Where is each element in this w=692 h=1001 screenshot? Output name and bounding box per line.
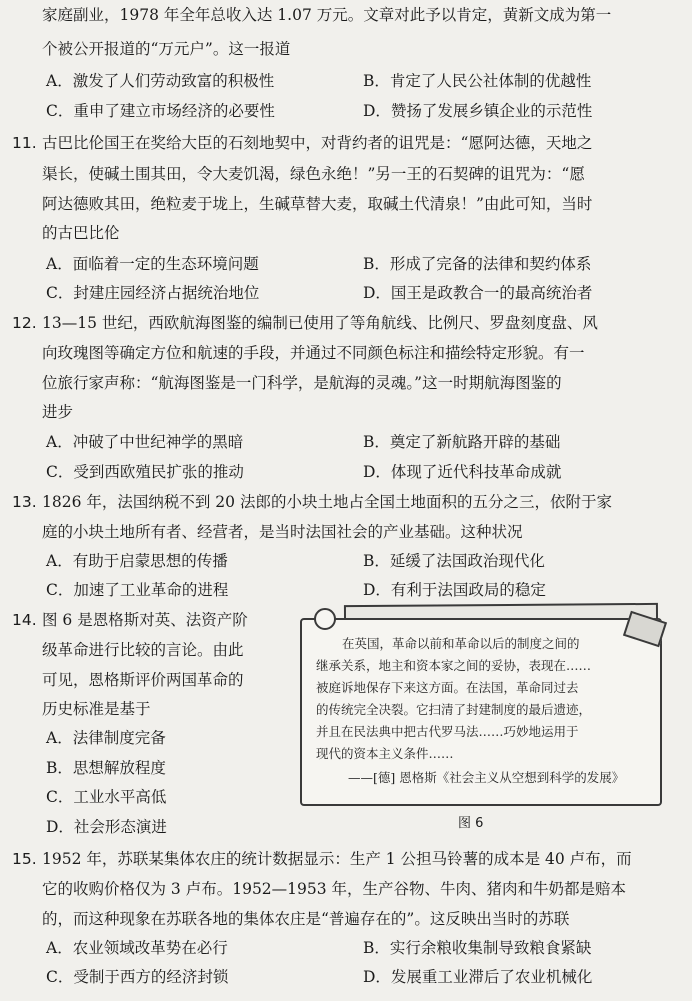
figure-quote-line-5: 并且在民法典中把古代罗马法……巧妙地运用于 xyxy=(316,724,579,739)
figure-quote-line-3: 被庭诉地保存下来这方面。在法国，革命同过去 xyxy=(316,680,579,695)
figure-quote-line-1: 在英国，革命以前和革命以后的制度之间的 xyxy=(342,636,580,651)
q14-line-4: 历史标准是基于 xyxy=(42,700,151,718)
q13-option-c: C．加速了工业革命的进程 xyxy=(46,581,229,599)
q14-line-1: 图 6 是恩格斯对英、法资产阶 xyxy=(42,611,248,629)
q15-option-a: A．农业领域改革势在必行 xyxy=(46,939,228,957)
q11-number: 11. xyxy=(12,134,37,152)
q14-option-a: A．法律制度完备 xyxy=(46,729,166,747)
q15-line-2: 它的收购价格仅为 3 卢布。1952—1953 年，生产谷物、牛肉、猪肉和牛奶都是赔本 xyxy=(42,880,627,898)
pin-icon xyxy=(314,608,336,630)
q13-line-2: 庭的小块土地所有者、经营者，是当时法国社会的产业基础。这种状况 xyxy=(42,523,523,541)
figure-quote-line-2: 继承关系，地主和资本家之间的妥协，表现在…… xyxy=(316,658,592,673)
figure-quote-line-4: 的传统完全决裂。它扫清了封建制度的最后遗迹， xyxy=(316,702,592,717)
q11-line-2: 渠长，使碱土围其田，令大麦饥渴，绿色永绝！”另一王的石契碑的诅咒为：“愿 xyxy=(42,165,585,183)
q15-line-1: 1952 年，苏联某集体农庄的统计数据显示：生产 1 公担马铃薯的成本是 40 卢布，而 xyxy=(42,850,632,868)
q13-line-1: 1826 年，法国纳税不到 20 法郎的小块土地占全国土地面积的五分之三，依附于家 xyxy=(42,493,612,511)
q12-option-a: A．冲破了中世纪神学的黑暗 xyxy=(46,433,244,451)
q10-option-b: B．肯定了人民公社体制的优越性 xyxy=(363,72,592,90)
q15-option-d: D．发展重工业滞后了农业机械化 xyxy=(363,968,593,986)
q11-line-4: 的古巴比伦 xyxy=(42,224,120,242)
q12-number: 12. xyxy=(12,314,37,332)
q10-option-c: C．重申了建立市场经济的必要性 xyxy=(46,102,275,120)
figure-quote-line-6: 现代的资本主义条件…… xyxy=(316,746,454,761)
q11-option-d: D．国王是政教合一的最高统治者 xyxy=(363,284,593,302)
q12-option-b: B．奠定了新航路开辟的基础 xyxy=(363,433,561,451)
q11-option-b: B．形成了完备的法律和契约体系 xyxy=(363,255,592,273)
q12-option-d: D．体现了近代科技革命成就 xyxy=(363,463,562,481)
q12-line-3: 位旅行家声称：“航海图鉴是一门科学，是航海的灵魂。”这一时期航海图鉴的 xyxy=(42,374,562,392)
figure-quote-source: ——[德] 恩格斯《社会主义从空想到科学的发展》 xyxy=(348,770,625,785)
q13-option-d: D．有利于法国政局的稳定 xyxy=(363,581,546,599)
q14-line-2: 级革命进行比较的言论。由此 xyxy=(42,641,244,659)
q15-option-b: B．实行余粮收集制导致粮食紧缺 xyxy=(363,939,592,957)
q14-line-3: 可见，恩格斯评价两国革命的 xyxy=(42,671,244,689)
q13-option-a: A．有助于启蒙思想的传播 xyxy=(46,552,228,570)
q14-option-c: C．工业水平高低 xyxy=(46,788,167,806)
q15-number: 15. xyxy=(12,850,37,868)
q11-line-1: 古巴比伦国王在奖给大臣的石刻地契中，对背约者的诅咒是：“愿阿达德，天地之 xyxy=(42,134,593,152)
q12-line-2: 向玫瑰图等确定方位和航速的手段，并通过不同颜色标注和描绘特定形貌。有一 xyxy=(42,344,585,362)
figure-caption: 图 6 xyxy=(458,816,484,831)
q14-number: 14. xyxy=(12,611,37,629)
q12-line-4: 进步 xyxy=(42,403,74,421)
q14-option-b: B．思想解放程度 xyxy=(46,759,166,777)
q10-option-a: A．激发了人们劳动致富的积极性 xyxy=(46,72,275,90)
q12-line-1: 13—15 世纪，西欧航海图鉴的编制已使用了等角航线、比例尺、罗盘刻度盘、风 xyxy=(42,314,598,332)
q10-line-2: 个被公开报道的“万元户”。这一报道 xyxy=(42,40,291,58)
q10-line-1: 家庭副业，1978 年全年总收入达 1.07 万元。文章对此予以肯定，黄新文成为第一 xyxy=(42,6,612,24)
q13-number: 13. xyxy=(12,493,37,511)
q13-option-b: B．延缓了法国政治现代化 xyxy=(363,552,545,570)
q11-option-a: A．面临着一定的生态环境问题 xyxy=(46,255,259,273)
q10-option-d: D．赞扬了发展乡镇企业的示范性 xyxy=(363,102,593,120)
q15-option-c: C．受制于西方的经济封锁 xyxy=(46,968,229,986)
q15-line-3: 的，而这种现象在苏联各地的集体农庄是“普遍存在的”。这反映出当时的苏联 xyxy=(42,910,570,928)
q12-option-c: C．受到西欧殖民扩张的推动 xyxy=(46,463,244,481)
q14-option-d: D．社会形态演进 xyxy=(46,818,167,836)
q11-line-3: 阿达德败其田，绝粒麦于垅上，生碱草替大麦，取碱土代清泉！”由此可知，当时 xyxy=(42,195,593,213)
q11-option-c: C．封建庄园经济占据统治地位 xyxy=(46,284,260,302)
